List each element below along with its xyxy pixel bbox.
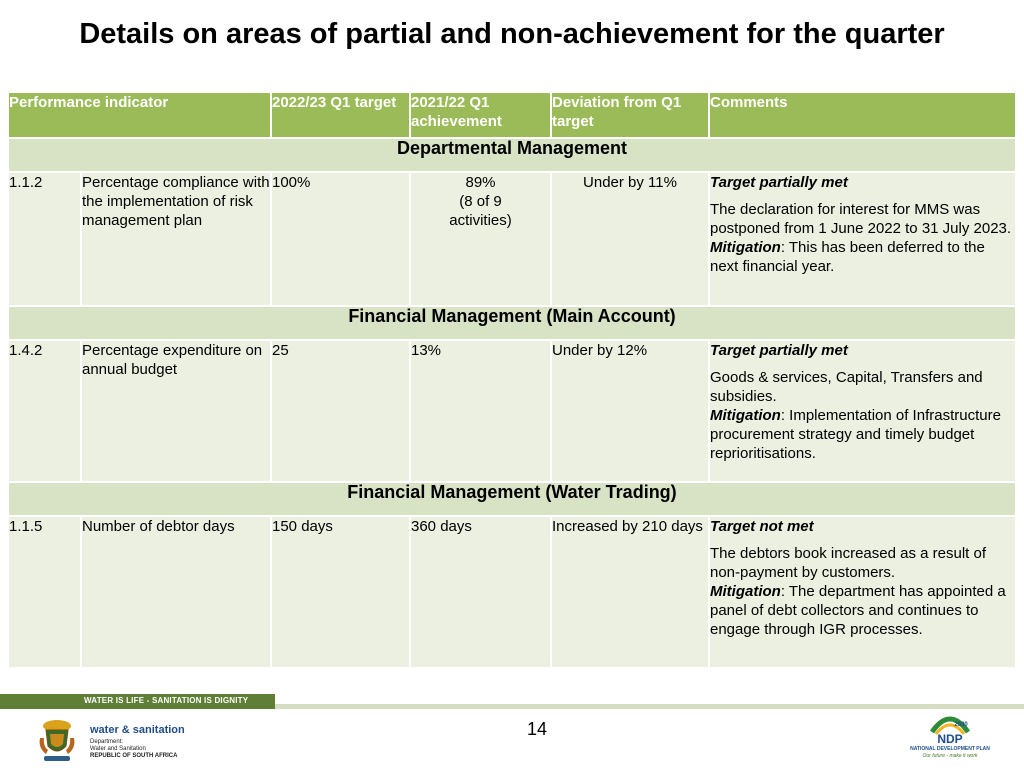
coat-of-arms-icon — [36, 716, 78, 764]
comment-text: Goods & services, Capital, Transfers and subsidies. — [710, 369, 983, 405]
mitigation-text: : This has been deferred to the next financial year. — [710, 239, 985, 275]
mitigation-label: Mitigation — [710, 239, 781, 256]
indicator-code: 1.1.2 — [8, 172, 81, 306]
table-row — [8, 340, 1016, 482]
mitigation — [710, 583, 1006, 638]
section-row — [8, 306, 1016, 340]
deviation-cell: Under by 11% — [551, 172, 709, 306]
status-label: Target partially met — [710, 174, 848, 191]
indicator-name: Percentage expenditure on annual budget — [81, 340, 271, 482]
header-target: 2022/23 Q1 target — [271, 92, 410, 138]
table-row — [8, 516, 1016, 668]
comment-cell — [709, 516, 1016, 668]
table-header-row — [8, 92, 1016, 138]
status-label: Target not met — [710, 518, 814, 535]
department-logo — [36, 716, 206, 764]
mitigation — [710, 407, 1001, 462]
ndp-icon — [928, 712, 972, 746]
footer-grey-bar — [275, 704, 1024, 709]
mitigation-label: Mitigation — [710, 407, 781, 424]
status-label: Target partially met — [710, 342, 848, 359]
indicator-code: 1.1.5 — [8, 516, 81, 668]
section-title: Departmental Management — [8, 138, 1016, 172]
achievement-cell: 89% (8 of 9 activities) — [410, 172, 551, 306]
section-title: Financial Management (Main Account) — [8, 306, 1016, 340]
target-cell: 100% — [271, 172, 410, 306]
footer-band — [0, 694, 1024, 714]
header-comments: Comments — [709, 92, 1016, 138]
indicator-code: 1.4.2 — [8, 340, 81, 482]
table-row — [8, 172, 1016, 306]
indicator-name: Number of debtor days — [81, 516, 271, 668]
comment-text: The declaration for interest for MMS was postponed from 1 June 2022 to 31 July 2023. — [710, 201, 1012, 237]
footer-slogan: WATER IS LIFE - SANITATION IS DIGNITY — [84, 696, 249, 705]
ndp-name: NATIONAL DEVELOPMENT PLAN — [910, 746, 990, 752]
comment-text: The debtors book increased as a result of non-payment by customers. — [710, 545, 986, 581]
comment-cell — [709, 172, 1016, 306]
department-line-2: Water and Sanitation — [90, 746, 146, 752]
department-line-3: REPUBLIC OF SOUTH AFRICA — [90, 753, 178, 759]
header-deviation: Deviation from Q1 target — [551, 92, 709, 138]
achievement-cell: 360 days — [410, 516, 551, 668]
ndp-logo — [910, 712, 990, 766]
ndp-year: 2030 — [954, 722, 968, 728]
page-title: Details on areas of partial and non-achievement for the quarter — [79, 18, 945, 50]
target-cell: 25 — [271, 340, 410, 482]
page-number: 14 — [526, 719, 548, 739]
section-title: Financial Management (Water Trading) — [8, 482, 1016, 516]
comment-cell — [709, 340, 1016, 482]
achievement-cell: 13% — [410, 340, 551, 482]
mitigation-label: Mitigation — [710, 583, 781, 600]
deviation-cell: Increased by 210 days — [551, 516, 709, 668]
mitigation-text: : Implementation of Infrastructure procurement strategy and timely budget reprioritisations. — [710, 407, 1001, 462]
deviation-cell: Under by 12% — [551, 340, 709, 482]
header-achievement: 2021/22 Q1 achievement — [410, 92, 551, 138]
performance-table — [7, 91, 1017, 669]
header-performance-indicator: Performance indicator — [8, 92, 271, 138]
mitigation-text: : The department has appointed a panel of debt collectors and continues to engage through IGR processes. — [710, 583, 1006, 638]
indicator-name: Percentage compliance with the implementation of risk management plan — [81, 172, 271, 306]
svg-text:NDP: NDP — [937, 732, 963, 746]
department-name: water & sanitation — [90, 724, 185, 736]
department-line-1: Department: — [90, 739, 124, 745]
section-row — [8, 138, 1016, 172]
target-cell: 150 days — [271, 516, 410, 668]
section-row — [8, 482, 1016, 516]
ndp-tagline: Our future - make it work — [922, 753, 978, 759]
mitigation — [710, 239, 985, 275]
